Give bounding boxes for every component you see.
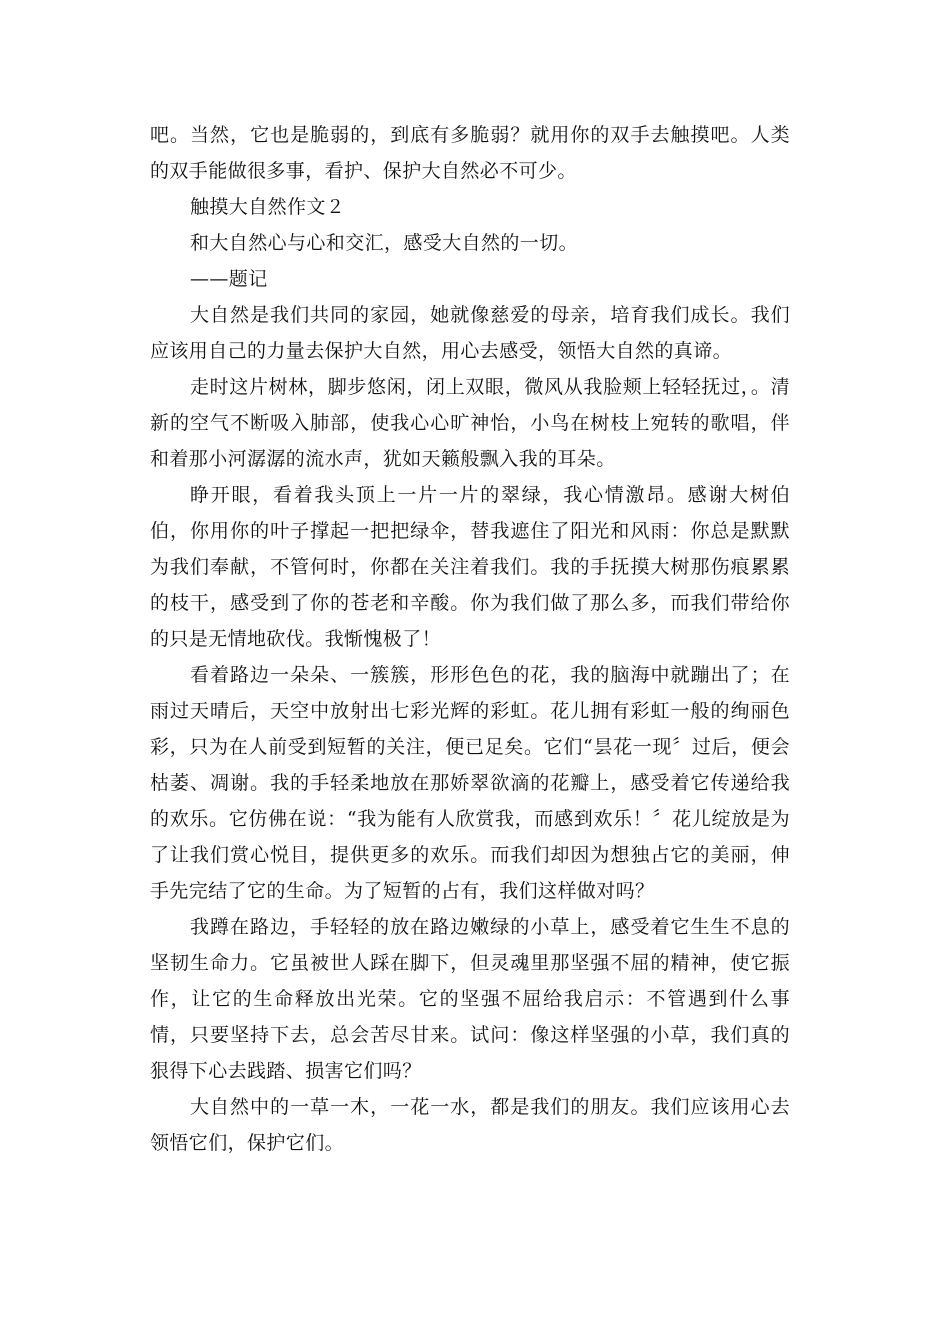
essay-title: 触摸大自然作文２ [190,196,346,218]
paragraph: 睁开眼，看着我头顶上一片一片的翠绿，我心情激昂。感谢大树伯伯，你用你的叶子撑起一把把绿伞，替我遮住了阳光和风雨：你总是默默为我们奉献，不管何时，你都在关注着我们。我的手抚摸大树那伤痕累累的枝干，感受到了你的苍老和辛酸。你为我们做了那么多，而我们带给你的只是无情地砍伐。我惭愧极了！ [150,484,790,650]
paragraph: 走时这片树林，脚步悠闲，闭上双眼，微风从我脸颊上轻轻抚过，。清新的空气不断吸入肺部，使我心心旷神怡，小鸟在树枝上宛转的歌唱，伴和着那小河潺潺的流水声，犹如天籁般飘入我的耳朵。 [150,376,790,470]
article-body [150,117,790,1161]
paragraph: 我蹲在路边，手轻轻的放在路边嫩绿的小草上，感受着它生生不息的坚韧生命力。它虽被世人踩在脚下，但灵魂里那坚强不屈的精神，使它振作，让它的生命释放出光荣。它的坚强不屈给我启示：不管遇到什么事情，只要坚持下去，总会苦尽甘来。试问：像这样坚强的小草，我们真的狠得下心去践踏、损害它们吗？ [150,916,790,1082]
paragraph: 大自然中的一草一木，一花一水，都是我们的朋友。我们应该用心去领悟它们，保护它们。 [150,1096,790,1154]
epigraph-text: 和大自然心与心和交汇，感受大自然的一切。 [190,232,579,254]
paragraph-continuation: 吧。当然，它也是脆弱的，到底有多脆弱？就用你的双手去触摸吧。人类的双手能做很多事，看护、保护大自然必不可少。 [150,124,790,182]
paragraph: 看着路边一朵朵、一簇簇，形形色色的花，我的脑海中就蹦出了；在雨过天晴后，天空中放射出七彩光辉的彩虹。花儿拥有彩虹一般的绚丽色彩，只为在人前受到短暂的关注，便已足矣。它们“昙花一现〞过后，便会枯萎、凋谢。我的手轻柔地放在那娇翠欲滴的花瓣上，感受着它传递给我的欢乐。它仿佛在说：“我为能有人欣赏我，而感到欢乐！〞花儿绽放是为了让我们赏心悦目，提供更多的欢乐。而我们却因为想独占它的美丽，伸手先完结了它的生命。为了短暂的占有，我们这样做对吗？ [150,664,790,902]
epigraph-attribution: ——题记 [190,268,268,290]
paragraph: 大自然是我们共同的家园，她就像慈爱的母亲，培育我们成长。我们应该用自己的力量去保护大自然，用心去感受，领悟大自然的真谛。 [150,304,790,362]
